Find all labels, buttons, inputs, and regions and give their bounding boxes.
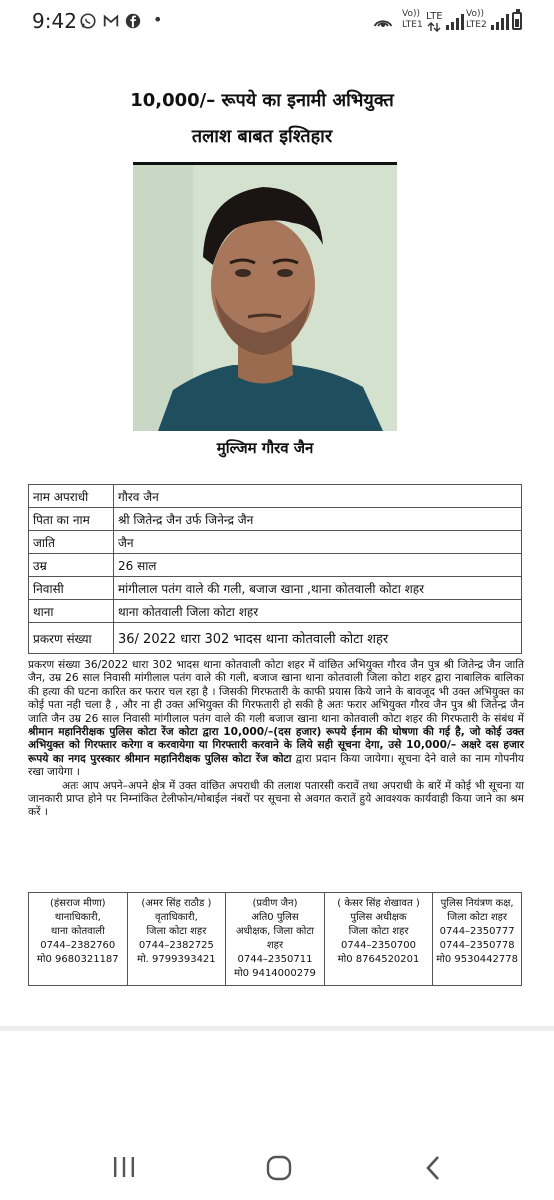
recent-apps-icon[interactable] [110,1154,138,1180]
detail-value: गौरव जैन [114,485,522,508]
contact-cell [324,893,432,986]
clock: 9:42 [32,9,77,33]
suspect-photo [133,165,397,431]
contact-line: 0744–2350778 [439,940,515,951]
sim2-label: Vo)) LTE2 [466,9,487,30]
contact-line: 0744–2350777 [439,926,515,937]
contact-line: थाना कोतवाली [50,926,105,937]
detail-value: श्री जितेन्द्र जैन उर्फ जिनेन्द्र जैन [114,508,522,531]
detail-label: थाना [29,600,114,623]
sim1-label: Vo)) LTE1 [402,9,423,30]
notice-body [28,659,524,820]
table-row [29,600,522,623]
table-row [29,485,522,508]
contact-cell [127,893,226,986]
detail-value: थाना कोतवाली जिला कोटा शहर [114,600,522,623]
facebook-icon [124,12,142,30]
table-row [29,508,522,531]
contact-line: अति0 पुलिस [251,912,299,923]
contact-line: (हंसराज मीणा) [50,898,106,909]
poster-title: 10,000/– रूपये का इनामी अभियुक्त [130,90,394,111]
back-icon[interactable] [420,1154,446,1182]
detail-label: निवासी [29,577,114,600]
contact-line: जिला कोटा शहर [447,912,508,923]
detail-label: प्रकरण संख्या [29,623,114,654]
detail-value: 26 साल [114,554,522,577]
notice-text: द्वारा प्रदान किया जायेगा। सूचना देने वाले का नाम गोपनीय रखा जायेगा । [28,752,524,779]
detail-value: 36/ 2022 धारा 302 भादस थाना कोतवाली कोटा शहर [114,623,522,654]
detail-label: नाम अपराधी [29,485,114,508]
battery-icon [512,12,522,30]
contact-line: ( केसर सिंह शेखावत ) [337,898,420,909]
contacts-table [28,892,522,986]
contact-line: (अमर सिंह राठौड ) [141,898,212,909]
navigation-bar [0,1130,554,1200]
contact-line: मो0 9530442778 [436,954,518,965]
hotspot-icon [372,12,394,30]
contact-line: जिला कोटा शहर [348,926,409,937]
table-row [29,531,522,554]
detail-value: मांगीलाल पतंग वाले की गली, बजाज खाना ,थाना कोतवाली कोटा शहर [114,577,522,600]
notice-text: प्रकरण संख्या 36/2022 धारा 302 भादस थाना कोतवाली कोटा शहर में वांछित अभियुक्त गौरव जैन पुत्र श्री जितेन्द्र जैन जाति जैन, उम्र 26 साल निवासी मांगीलाल पतंग वाले की गली, बजाज खाना थाना कोतवाली जिला कोटा शहर द्वारा नाबालिक बालिका की हत्या की घटना कारित कर फरार चल रहा है । जिसकी गिरफतारी के काफी प्रयास किये जाने के बावजूद भी उक्त अभियुक्त का कोई पता नही चला है , और ना ही उक्त अभियुक्त की गिरफतारी हो सकी है अतः फरार अभियुक्त गौरव जैन पुत्र श्री जितेन्द्र जैन जाति जैन उम्र 26 साल निवासी मांगीलाल पतंग वाले की गली बजाज खाना थाना कोतवाली कोटा शहर की गिरफतारी के संबंध में [28,659,524,725]
contact-line: वृताधिकारी, [155,912,198,923]
contact-line: पुलिस अधीक्षक [350,912,407,923]
contact-line: मो0 8764520201 [337,954,420,965]
whatsapp-icon [79,12,97,30]
contact-line: थानाधिकारी, [54,912,101,923]
contact-line: मो0 9680321187 [36,954,119,965]
contact-line: मो. 9799393421 [137,954,216,965]
detail-label: जाति [29,531,114,554]
detail-label: पिता का नाम [29,508,114,531]
contact-line: 0744–2350700 [341,940,416,951]
status-bar [0,0,554,44]
reward-amount: 10,000/–(दस हजार) [223,726,322,739]
contact-line: शहर [266,940,284,951]
contact-line: अधीक्षक, जिला कोटा [235,926,314,937]
contact-line: (प्रवीण जैन) [252,898,298,909]
contact-cell [226,893,325,986]
signal-icon [490,14,510,30]
contact-line: 0744–2382760 [40,940,116,951]
table-row [29,554,522,577]
notice-paragraph [28,659,524,780]
contact-line: जिला कोटा शहर [146,926,207,937]
data-arrows-icon [427,22,441,32]
contact-line: 0744–2350711 [237,954,313,965]
contact-cell [29,893,128,986]
content-divider [0,1026,554,1031]
photo-caption: मुल्जिम गौरव जैन [216,439,314,457]
home-icon[interactable] [265,1154,293,1182]
contact-line: पुलिस नियंत्रण कक्ष, [440,898,514,909]
lte-label: LTE [426,11,443,22]
notification-dot: • [153,10,163,29]
notice-paragraph: अतः आप अपने–अपने क्षेत्र में उक्त वांछित अपराधी की तलाश पतारसी करावें तथा अपराधी के बारें में कोई भी सूचना या जानकारी प्राप्त होने पर निम्नांकित टेलीफोन/मोबाईल नंबरों पर सूचना से अवगत करातें हुये आवश्यक कार्यवाही किया जाने का श्रम करें । [28,779,524,819]
table-row [29,623,522,654]
table-row [29,893,522,986]
poster-subtitle: तलाश बाबत इश्तिहार [191,126,333,147]
detail-value: जैन [114,531,522,554]
signal-icon [445,14,465,30]
notice-bold-text: श्रीमान महानिरीक्षक पुलिस कोटा रेंज कोटा द्वारा [28,726,219,739]
detail-label: उम्र [29,554,114,577]
contact-cell [433,893,522,986]
suspect-details-table [28,484,522,654]
notice-bold-text: रूपये ईनाम की घोषणा की गई है, जो कोई उक्त अभियुक्त को गिरफ्तार करेगा व करवायेगा या गिरफ्तारी करवाने के लिये सही सूचना देगा, उसे 10,000/– अक्षरे दस हजार रूपये का नगद पुरस्कार श्रीमान महानिरीक्षक पुलिस कोटा रेंज कोटा [28,726,525,765]
contact-line: मो0 9414000279 [234,968,316,979]
gmail-icon [102,12,120,30]
table-row [29,577,522,600]
contact-line: 0744–2382725 [138,940,214,951]
